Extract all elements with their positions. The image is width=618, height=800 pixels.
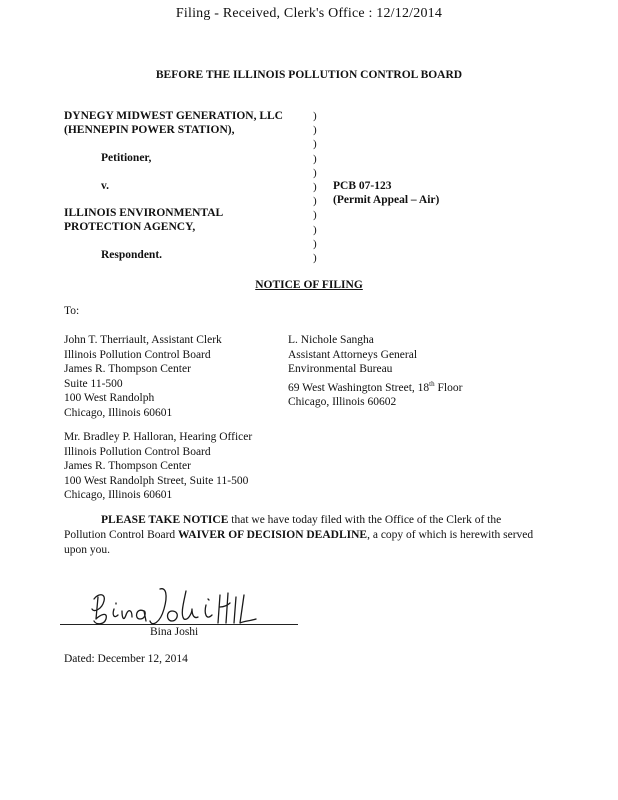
paren: ) [313, 181, 317, 194]
dated-line: Dated: December 12, 2014 [64, 653, 188, 665]
petitioner-name-line-2: (HENNEPIN POWER STATION), [64, 124, 235, 136]
paren: ) [313, 138, 317, 151]
address-line: Assistant Attorneys General [288, 348, 418, 361]
paren: ) [313, 195, 317, 208]
address-ordinal: th [429, 379, 435, 388]
notice-lead: PLEASE TAKE NOTICE [101, 514, 229, 526]
address-line: Chicago, Illinois 60602 [288, 396, 397, 409]
paren: ) [313, 124, 317, 137]
case-number: PCB 07-123 [333, 180, 392, 192]
respondent-name-line-1: ILLINOIS ENVIRONMENTAL [64, 207, 224, 219]
to-label: To: [64, 305, 80, 317]
caption-parens [313, 109, 317, 265]
notice-text-1: that we have today filed with the Office of the Clerk of the Pollution Control Board [64, 514, 502, 541]
address-line: 100 West Randolph [64, 392, 155, 405]
recipient-hearing-officer [64, 430, 252, 503]
petitioner-name-line-1: DYNEGY MIDWEST GENERATION, LLC [64, 110, 283, 122]
address-line: John T. Therriault, Assistant Clerk [64, 334, 222, 346]
respondent-label: Respondent. [101, 249, 163, 261]
address-line: Illinois Pollution Control Board [64, 348, 211, 361]
versus-label: v. [101, 180, 109, 192]
board-title: BEFORE THE ILLINOIS POLLUTION CONTROL BOARD [155, 69, 463, 81]
address-line [288, 377, 462, 395]
notice-title: NOTICE OF FILING [255, 279, 363, 291]
address-line: Environmental Bureau [288, 363, 393, 376]
address-line: Illinois Pollution Control Board [64, 445, 211, 458]
recipient-attorney [288, 333, 462, 410]
recipient-clerk [64, 333, 222, 421]
address-line: Chicago, Illinois 60601 [64, 406, 173, 419]
paren: ) [313, 237, 317, 250]
notice-paragraph [64, 513, 534, 558]
case-type: (Permit Appeal – Air) [333, 194, 440, 206]
address-line: L. Nichole Sangha [288, 334, 374, 346]
address-line: James R. Thompson Center [64, 363, 191, 376]
address-street: 69 West Washington Street, 18 [288, 381, 430, 394]
paren: ) [313, 209, 317, 222]
paren: ) [313, 166, 317, 179]
address-floor: Floor [434, 381, 463, 394]
address-line: Mr. Bradley P. Halloran, Hearing Officer [64, 431, 253, 443]
signature-line [60, 624, 298, 625]
paren: ) [313, 110, 317, 122]
paren: ) [313, 252, 317, 265]
address-line: James R. Thompson Center [64, 460, 191, 473]
signatory-name: Bina Joshi [150, 626, 199, 638]
paren: ) [313, 223, 317, 236]
address-line: Suite 11-500 [64, 377, 123, 390]
notice-text-2: , a copy of which is herewith served upon you. [64, 529, 534, 556]
respondent-name-line-2: PROTECTION AGENCY, [64, 221, 196, 233]
petitioner-label: Petitioner, [101, 152, 152, 164]
paren: ) [313, 152, 317, 165]
address-line: 100 West Randolph Street, Suite 11-500 [64, 474, 249, 487]
address-line: Chicago, Illinois 60601 [64, 489, 173, 502]
filing-stamp: Filing - Received, Clerk's Office : 12/12/2014 [175, 6, 443, 21]
document-title: WAIVER OF DECISION DEADLINE [178, 529, 368, 541]
